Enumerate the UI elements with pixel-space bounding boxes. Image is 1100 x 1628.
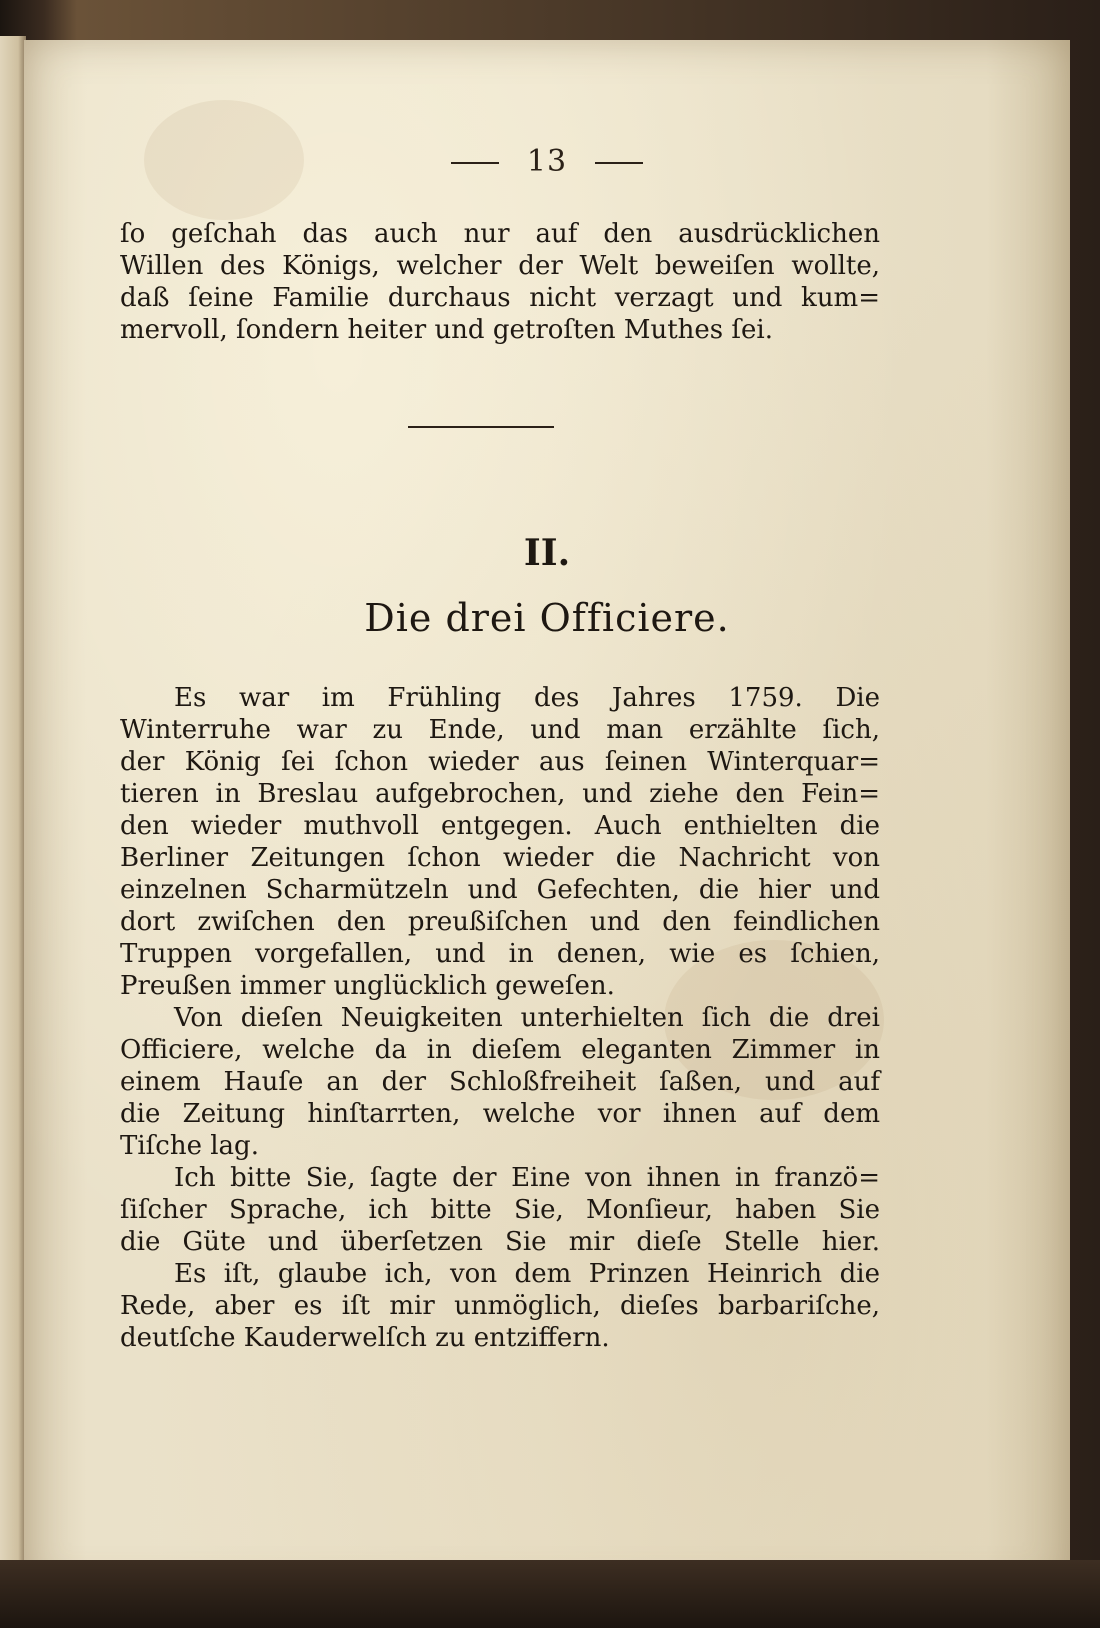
text-line: Willen des Königs, welcher der Welt beweiſen wollte,: [120, 251, 880, 281]
text-line: Preußen immer unglücklich geweſen.: [120, 971, 615, 1001]
page-number: [24, 144, 1070, 179]
text-line: Rede, aber es iſt mir unmöglich, dieſes barbariſche,: [120, 1291, 880, 1321]
top-paragraph: [120, 218, 880, 346]
chapter-number: II.: [523, 532, 571, 574]
text-line: Officiere, welche da in dieſem eleganten Zimmer in: [120, 1035, 880, 1065]
paragraph: [120, 1162, 880, 1258]
paragraph: [120, 682, 880, 1002]
text-line: die Zeitung hinſtarrten, welche vor ihnen auf dem: [120, 1099, 880, 1129]
text-line: Winterruhe war zu Ende, und man erzählte ſich,: [120, 715, 880, 745]
paragraph: [120, 1002, 880, 1162]
page-number-dash-left: [451, 162, 499, 164]
page-number-value: 13: [526, 144, 568, 179]
text-line: Tiſche lag.: [120, 1131, 259, 1161]
chapter-body: [120, 682, 880, 1354]
text-line: einem Hauſe an der Schloßfreiheit ſaßen, und auf: [120, 1067, 880, 1097]
text-line: daß ſeine Familie durchaus nicht verzagt und kum=: [120, 283, 880, 313]
text-line: tieren in Breslau aufgebrochen, und ziehe den Fein=: [120, 779, 880, 809]
text-line: Truppen vorgefallen, und in denen, wie es ſchien,: [120, 939, 880, 969]
text-line: Ich bitte Sie, ſagte der Eine von ihnen in franzö=: [174, 1163, 880, 1193]
text-line: dort zwiſchen den preußiſchen und den feindlichen: [120, 907, 880, 937]
text-line: mervoll, ſondern heiter und getroſten Muthes ſei.: [120, 315, 774, 345]
left-page-edge: [0, 36, 26, 1596]
text-line: Es war im Frühling des Jahres 1759. Die: [174, 683, 880, 713]
text-line: die Güte und überſetzen Sie mir dieſe Stelle hier.: [120, 1227, 880, 1257]
text-line: Berliner Zeitungen ſchon wieder die Nachricht von: [120, 843, 880, 873]
text-line: deutſche Kauderwelſch zu entziffern.: [120, 1323, 610, 1353]
paragraph: [120, 1258, 880, 1354]
text-line: ſo geſchah das auch nur auf den ausdrücklichen: [120, 219, 880, 249]
section-divider: [408, 426, 554, 428]
text-line: den wieder muthvoll entgegen. Auch enthielten die: [120, 811, 880, 841]
page-number-dash-right: [595, 162, 643, 164]
text-line: der König ſei ſchon wieder aus ſeinen Winterquar=: [120, 747, 880, 777]
chapter-title: Die drei Officiere.: [364, 596, 730, 640]
binding-shadow: [0, 1560, 1100, 1628]
book-page: [24, 40, 1070, 1590]
text-line: einzelnen Scharmützeln und Gefechten, die hier und: [120, 875, 880, 905]
text-line: Von dieſen Neuigkeiten unterhielten ſich die drei: [174, 1003, 880, 1033]
text-line: Es iſt, glaube ich, von dem Prinzen Heinrich die: [174, 1259, 880, 1289]
text-line: ſiſcher Sprache, ich bitte Sie, Monſieur, haben Sie: [120, 1195, 880, 1225]
